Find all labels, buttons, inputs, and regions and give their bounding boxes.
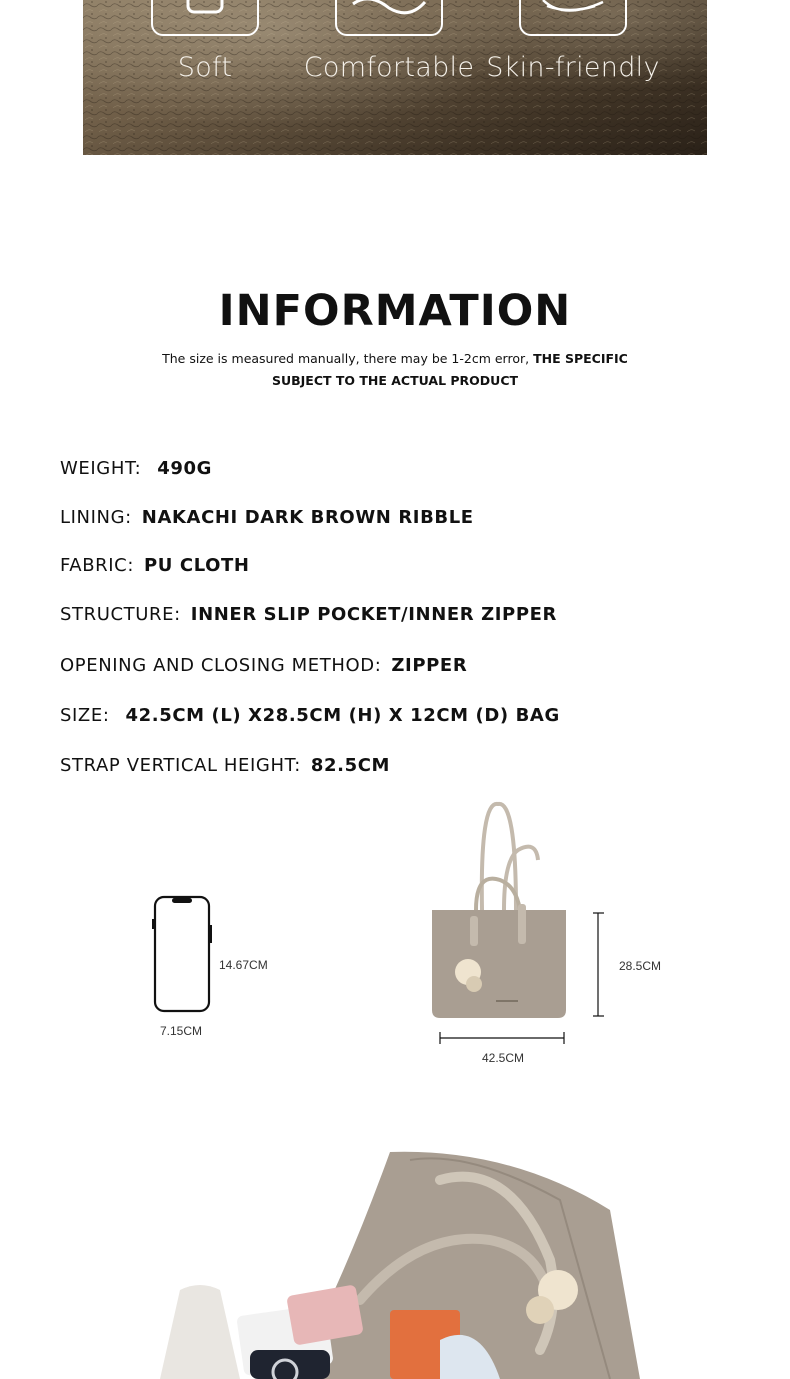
spec-key: WEIGHT: (60, 458, 142, 479)
spec-value: NAKACHI DARK BROWN RIBBLE (141, 507, 474, 528)
spec-key: OPENING AND CLOSING METHOD: (60, 655, 382, 676)
phone-width-label: 7.15CM (160, 1024, 203, 1038)
spec-size (60, 705, 560, 726)
spec-key: FABRIC: (60, 555, 135, 576)
bag-height-label: 28.5CM (619, 959, 662, 973)
feature-skin-friendly (483, 0, 663, 83)
spec-key: LINING: (60, 507, 132, 528)
hand-care-icon (519, 0, 627, 36)
phone-height-label: 14.67CM (219, 958, 268, 972)
spec-lining (60, 507, 474, 528)
spec-value: 42.5CM (L) X28.5CM (H) X 12CM (D) BAG (125, 705, 560, 726)
info-title: INFORMATION (218, 286, 572, 336)
info-note (160, 348, 630, 392)
pillow-icon (151, 0, 259, 36)
info-note-plain: The size is measured manually, there may be 1-2cm error, (162, 351, 530, 366)
feature-comfortable (299, 0, 479, 83)
bag-height-marker (590, 910, 610, 1020)
bag-width-marker (438, 1030, 568, 1048)
feature-label: Skin-friendly (486, 52, 660, 83)
info-note-bold-1: THE SPECIFIC (533, 351, 628, 366)
spec-value: ZIPPER (391, 655, 468, 676)
info-note-bold-2: SUBJECT TO THE ACTUAL PRODUCT (271, 373, 519, 388)
spec-key: SIZE: (60, 705, 110, 726)
spec-structure (60, 604, 557, 625)
spec-value: INNER SLIP POCKET/INNER ZIPPER (190, 604, 557, 625)
spec-weight (60, 458, 212, 479)
feature-label: Comfortable (303, 52, 475, 83)
feature-label: Soft (177, 52, 233, 83)
spec-fabric (60, 555, 250, 576)
spec-closing-method (60, 655, 467, 676)
leather-banner (83, 0, 707, 155)
spec-strap-height (60, 755, 390, 776)
bag-width-label: 42.5CM (482, 1051, 525, 1065)
spec-value: 82.5CM (310, 755, 391, 776)
spec-value: PU CLOTH (144, 555, 250, 576)
phone-outline-icon (150, 893, 216, 1017)
spec-key: STRAP VERTICAL HEIGHT: (60, 755, 301, 776)
spec-value: 490G (157, 458, 212, 479)
spec-key: STRUCTURE: (60, 604, 181, 625)
bag-contents-photo (140, 1140, 640, 1379)
wave-comfort-icon (335, 0, 443, 36)
feature-soft (115, 0, 295, 83)
